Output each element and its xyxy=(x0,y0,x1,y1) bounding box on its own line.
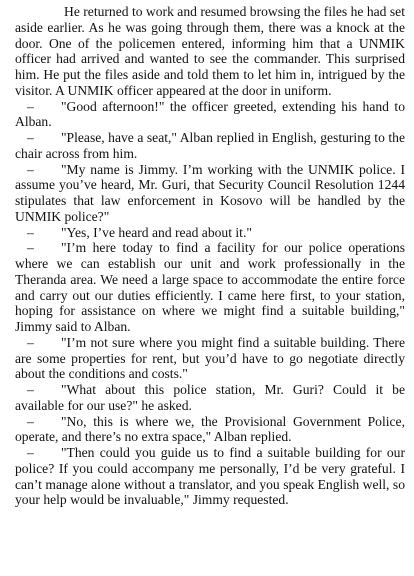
narrative-paragraph xyxy=(15,4,405,99)
paragraph-text: "Please, have a seat," Alban replied in English, gesturing to the chair across from him. xyxy=(15,130,405,161)
paragraph-text: "Good afternoon!" the officer greeted, extending his hand to Alban. xyxy=(15,98,405,130)
dialogue-dash: – xyxy=(27,161,34,177)
paragraph-text: "I’m here today to find a facility for our police operations where we can establish our unit and work professionally in the Theranda area. We need a large space to accommodate the entire force and carry out our duties efficiently. I came here first, to your station, hoping for assistance on where we might find a suitable building," Jimmy said to Alban. xyxy=(15,240,405,334)
dialogue-dash: – xyxy=(27,224,34,240)
dialogue-paragraph xyxy=(15,414,405,446)
paragraph-text: "I’m not sure where you might find a suitable building. There are some properties for rent, but you’d have to go negotiate directly about the conditions and costs." xyxy=(15,334,405,382)
dialogue-dash: – xyxy=(27,382,34,397)
paragraph-text: "What about this police station, Mr. Guri? Could it be available for our use?" he asked. xyxy=(15,382,405,413)
paragraph-text: "Then could you guide us to find a suitable building for our police? If you could accompany me personally, I’d be very grateful. I can’t manage alone without a translator, and you speak English well, so your help would be invaluable," Jimmy requested. xyxy=(15,445,405,508)
dialogue-paragraph xyxy=(15,130,405,162)
paragraph-text: "My name is Jimmy. I’m working with the UNMIK police. I assume you’ve heard, Mr. Guri, that Security Council Resolution 1244 stipulates that law enforcement in Kosovo will be handled by the UNMIK police?" xyxy=(15,161,405,224)
dialogue-paragraph xyxy=(15,335,405,382)
dialogue-dash: – xyxy=(27,98,34,114)
dialogue-dash: – xyxy=(27,445,34,460)
dialogue-paragraph xyxy=(15,162,405,225)
document-page xyxy=(15,4,405,508)
dialogue-paragraph xyxy=(15,225,405,241)
dialogue-dash: – xyxy=(27,413,34,429)
dialogue-paragraph xyxy=(15,99,405,131)
dialogue-paragraph xyxy=(15,240,405,335)
dialogue-dash: – xyxy=(27,240,34,256)
dialogue-dash: – xyxy=(27,334,34,350)
dialogue-paragraph xyxy=(15,382,405,414)
dialogue-dash: – xyxy=(27,130,34,145)
paragraph-text: "No, this is where we, the Provisional Government Police, operate, and there’s no extra space," Alban replied. xyxy=(15,413,405,445)
paragraph-text: He returned to work and resumed browsing the files he had set aside earlier. As he was going through them, there was a knock at the door. One of the policemen entered, informing him that a UNMIK officer had arrived and wanted to see the commander. This surprised him. He put the files aside and told them to let him in, intrigued by the visitor. A UNMIK officer appeared at the door in uniform. xyxy=(15,4,405,98)
paragraph-text: "Yes, I’ve heard and read about it." xyxy=(61,224,252,240)
dialogue-paragraph xyxy=(15,445,405,508)
